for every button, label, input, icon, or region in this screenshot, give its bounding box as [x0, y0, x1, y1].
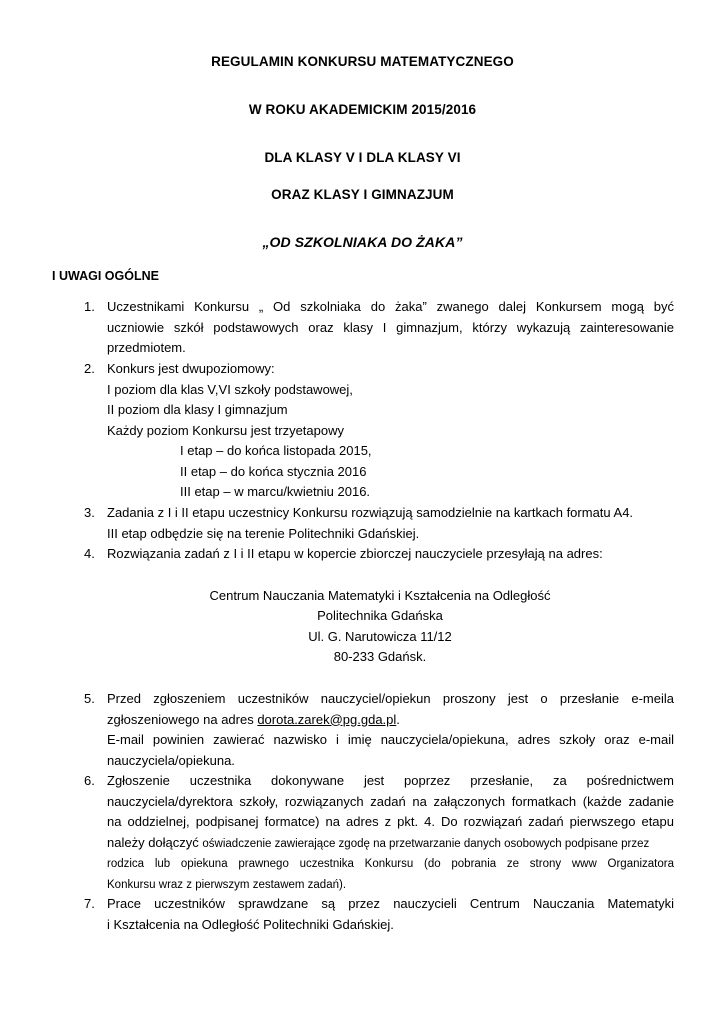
- list-item-number: 7.: [84, 896, 95, 911]
- list-item-text: .: [396, 711, 400, 727]
- list-item-line: nauczyciela/opiekuna.: [107, 752, 235, 768]
- doc-title-line2: W ROKU AKADEMICKIM 2015/2016: [248, 102, 477, 117]
- list-item-number: 5.: [84, 691, 95, 706]
- list-item-line: Zgłoszenie uczestnika dokonywane jest poprzez przesłanie, za pośrednictwem: [107, 773, 674, 788]
- list-item-line: E-mail powinien zawierać nazwisko i imię nauczyciela/opiekuna, adres szkoły oraz e-mail: [107, 732, 674, 747]
- list-item-line: III etap odbędzie się na terenie Politechniki Gdańskiej.: [107, 525, 420, 541]
- list-item-line: [107, 833, 674, 855]
- list-item-line: [107, 710, 674, 731]
- list-item-line: Konkurs jest dwupoziomowy:: [107, 361, 275, 376]
- list-item-text: zgłoszeniowego na adres: [107, 711, 258, 727]
- doc-title-line4: ORAZ KLASY I GIMNAZJUM: [271, 187, 454, 202]
- list-item-line: Konkursu wraz z pierwszym zestawem zadań).: [107, 878, 347, 891]
- list-item-line: Przed zgłoszeniem uczestników nauczyciel/opiekun proszony jest o przesłanie e-meila: [107, 691, 674, 706]
- list-item-line: nauczyciela/dyrektora szkoły, rozwiązanych zadań na załączonych formatkach (każde zadanie: [107, 793, 674, 809]
- stage-line: II etap – do końca stycznia 2016: [180, 463, 367, 479]
- stage-line: III etap – w marcu/kwietniu 2016.: [180, 484, 371, 499]
- list-item-line: II poziom dla klasy I gimnazjum: [107, 402, 288, 417]
- email-link[interactable]: dorota.zarek@pg.gda.pl: [257, 711, 397, 727]
- list-item-line: Zadania z I i II etapu uczestnicy Konkursu rozwiązują samodzielnie na kartkach formatu A4.: [107, 505, 634, 520]
- stage-line: I etap – do końca listopada 2015,: [180, 443, 372, 458]
- list-item-line: I poziom dla klas V,VI szkoły podstawowej,: [107, 381, 353, 397]
- address-line: Ul. G. Narutowicza 11/12: [308, 629, 452, 644]
- list-item-line: i Kształcenia na Odległość Politechniki Gdańskiej.: [107, 916, 394, 932]
- list-item-text-small: oświadczenie zawierające zgodę na przetwarzanie danych osobowych podpisane przez: [202, 837, 650, 850]
- list-item-1: [84, 297, 674, 359]
- doc-title-line5: „OD SZKOLNIAKA DO ŻAKA”: [262, 234, 463, 250]
- list-item-2: [84, 359, 674, 503]
- list-item-5: [84, 689, 674, 771]
- list-item-6: [84, 771, 674, 895]
- list-item-line: Uczestnikami Konkursu „ Od szkolniaka do żaka” zwanego dalej Konkursem mogą być: [107, 299, 674, 314]
- list-item-line: Każdy poziom Konkursu jest trzyetapowy: [107, 422, 344, 438]
- list-item-line: rodzica lub opiekuna prawnego uczestnika Konkursu (do pobrania ze strony www Organizatora: [107, 858, 674, 870]
- list-item-line: Rozwiązania zadań z I i II etapu w kopercie zbiorczej nauczyciele przesyłają na adres:: [107, 546, 603, 561]
- list-item-7: [84, 894, 674, 935]
- section-heading: I UWAGI OGÓLNE: [52, 269, 159, 283]
- address-line: Centrum Nauczania Matematyki i Kształcenia na Odległość: [209, 588, 551, 603]
- address-line: 80-233 Gdańsk.: [333, 649, 427, 664]
- list-item-number: 2.: [84, 361, 95, 376]
- list-item-4: [84, 544, 674, 565]
- list-item-number: 3.: [84, 505, 95, 520]
- list-item-number: 4.: [84, 546, 95, 561]
- list-item-line: na oddzielnej, podpisanej formatce) na adres z pkt. 4. Do rozwiązań zadań pierwszego etapu: [107, 814, 674, 829]
- address-line: Politechnika Gdańska: [317, 608, 443, 623]
- list-item-line: przedmiotem.: [107, 340, 186, 355]
- list-item-line: uczniowie szkół podstawowych oraz klasy I gimnazjum, którzy wykazują zainteresowanie: [107, 319, 674, 335]
- list-item-text: należy dołączyć: [107, 834, 203, 850]
- doc-title-line1: REGULAMIN KONKURSU MATEMATYCZNEGO: [211, 54, 514, 69]
- list-item-3: [84, 503, 674, 544]
- list-item-line: Prace uczestników sprawdzane są przez nauczycieli Centrum Nauczania Matematyki: [107, 896, 674, 911]
- list-item-number: 6.: [84, 773, 95, 788]
- doc-title-line3: DLA KLASY V I DLA KLASY VI: [264, 150, 461, 165]
- list-item-number: 1.: [84, 299, 95, 314]
